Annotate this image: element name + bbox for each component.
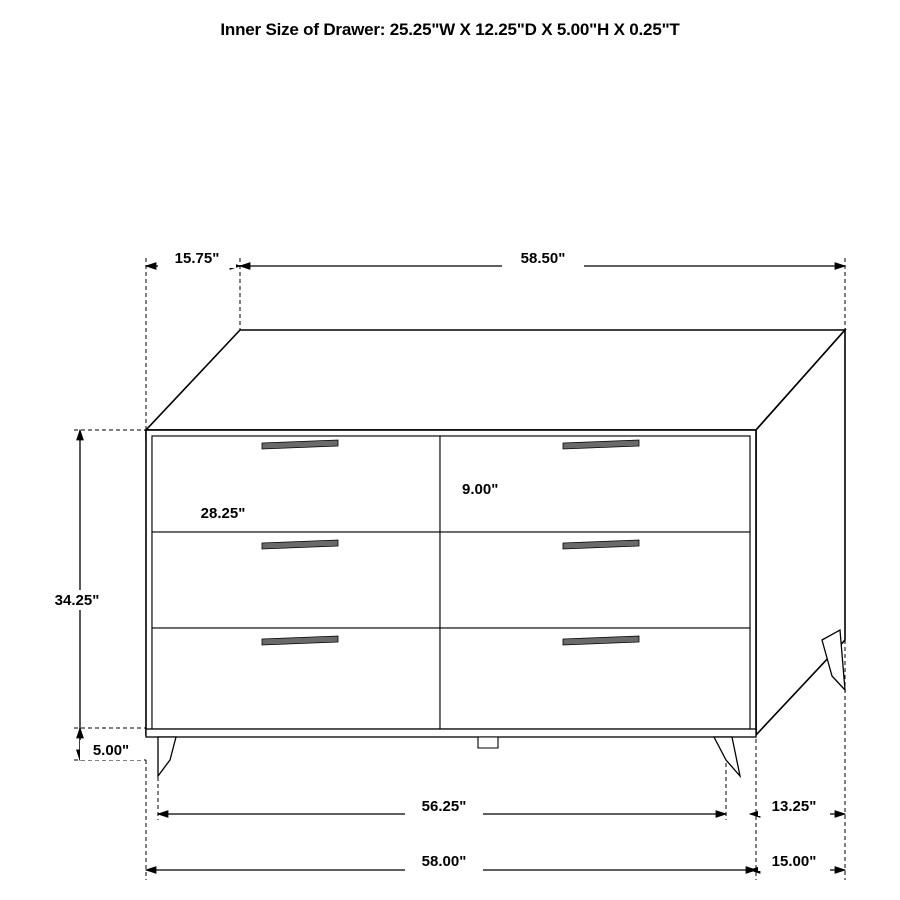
page-title: Inner Size of Drawer: 25.25"W X 12.25"D X 5.00"H X 0.25"T	[220, 20, 680, 39]
label-depth-top-left: 15.75"	[174, 250, 220, 267]
center-bottom-tab	[478, 737, 498, 748]
label-case-width: 56.25"	[421, 798, 467, 815]
leg-front-left	[158, 737, 176, 776]
label-drawer-width: 28.25"	[200, 505, 246, 522]
label-drawer-height: 9.00"	[462, 481, 499, 498]
label-leg-height: 5.00"	[92, 742, 130, 759]
label-width-top: 58.50"	[520, 250, 566, 267]
dresser-bottom-rail	[146, 729, 756, 737]
label-overall-depth: 15.00"	[771, 853, 817, 870]
label-case-depth-right: 13.25"	[771, 798, 817, 815]
leg-front-right	[714, 737, 740, 776]
dresser-top-panel	[146, 330, 845, 430]
label-overall-width: 58.00"	[421, 853, 467, 870]
label-total-height: 34.25"	[54, 592, 100, 609]
dresser-illustration	[146, 330, 845, 776]
